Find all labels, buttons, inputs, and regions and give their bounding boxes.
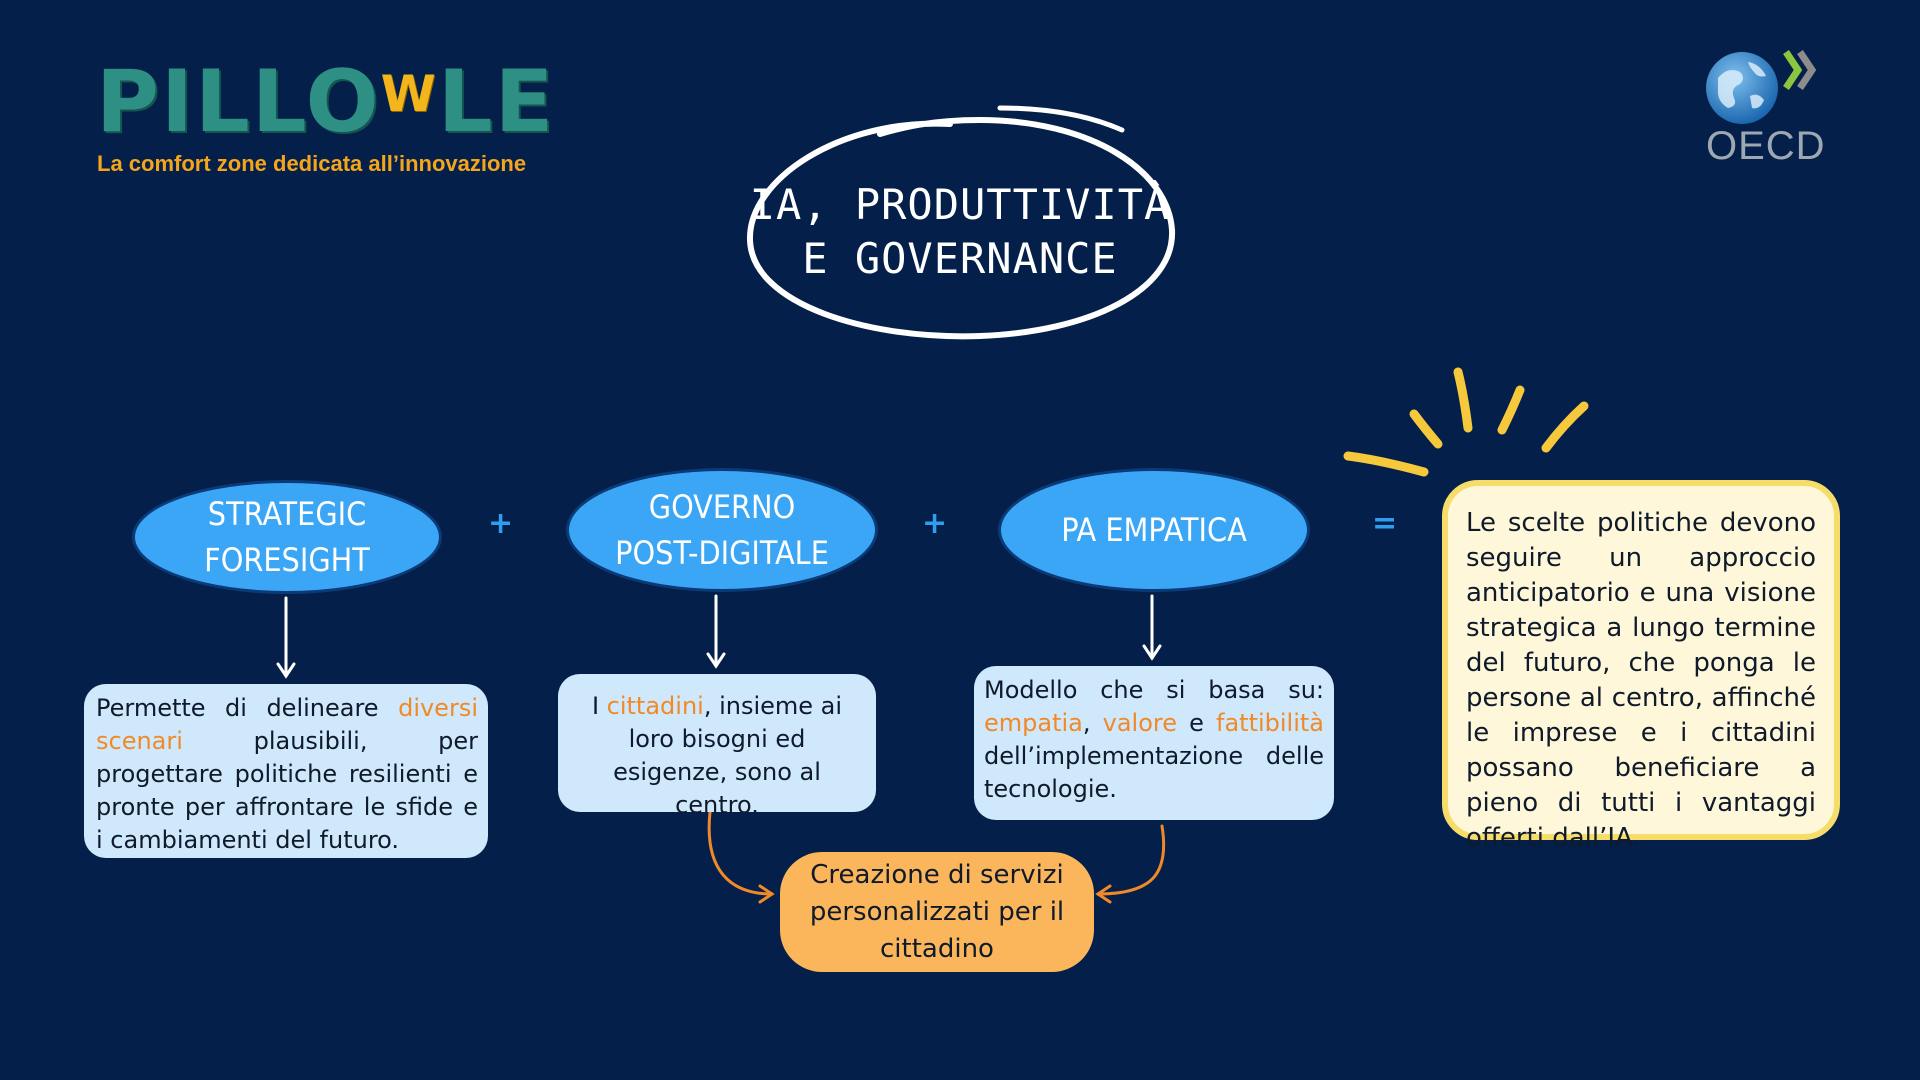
oval-2-line-1: GOVERNO: [648, 488, 796, 526]
box-3-text-pre: Modello che si basa su:: [984, 676, 1324, 704]
logo-word-post: LE: [437, 52, 556, 152]
box-1-text-post: plausibili, per progettare politiche resilienti e pronte per affrontare le sfide e i cambiamenti del futuro.: [96, 727, 478, 854]
logo-word-pre: PILLO: [96, 52, 381, 152]
box-3-text-post: dell’implementazione delle tecnologie.: [984, 742, 1324, 803]
box-1-text-pre: Permette di delineare: [96, 694, 399, 722]
conclusion-box: Le scelte politiche devono seguire un approccio anticipatorio e una visione strategica a lungo termine del futuro, che ponga le persone al centro, affinché le imprese e i cittadini possano beneficiare a pieno di tutti i vantaggi offerti dall’IA.: [1442, 480, 1840, 840]
outcome-line-3: cittadino: [880, 933, 994, 964]
plus-operator-1: +: [488, 506, 514, 541]
box-1-highlight: diversi scenari: [96, 694, 478, 755]
description-box-governo: [558, 674, 876, 819]
equals-operator: =: [1372, 506, 1398, 541]
box-2-text-post: , insieme ai loro bisogni ed esigenze, sono al centro.: [613, 692, 843, 819]
box-3-sep-2: e: [1177, 709, 1216, 737]
box-3-sep-1: ,: [1082, 709, 1103, 737]
oecd-label: OECD: [1706, 124, 1826, 168]
title-line-2: E GOVERNANCE: [802, 234, 1118, 283]
box-3-highlight-empatia: empatia: [984, 709, 1083, 737]
logo-word-w: W: [380, 65, 438, 123]
oval-2-line-2: POST-DIGITALE: [615, 534, 829, 572]
outcome-line-2: personalizzati per il: [809, 896, 1065, 927]
description-box-pa-empatica: [974, 666, 1334, 820]
box-2-text-pre: I: [591, 692, 607, 720]
logo-tagline: La comfort zone dedicata all’innovazione: [97, 151, 527, 176]
box-2-highlight: cittadini: [606, 692, 704, 720]
oval-1-line-2: FORESIGHT: [204, 541, 370, 579]
description-box-strategic-foresight: [84, 684, 488, 858]
outcome-box: [780, 852, 1094, 972]
outcome-line-1: Creazione di servizi: [810, 859, 1064, 890]
box-3-highlight-fattibilita: fattibilità: [1216, 709, 1324, 737]
plus-operator-2: +: [922, 506, 948, 541]
oval-3-line-1: PA EMPATICA: [1061, 511, 1247, 549]
box-3-highlight-valore: valore: [1102, 709, 1177, 737]
title-line-1: IA, PRODUTTIVITÀ: [749, 180, 1171, 229]
oval-1-line-1: STRATEGIC: [207, 495, 367, 533]
